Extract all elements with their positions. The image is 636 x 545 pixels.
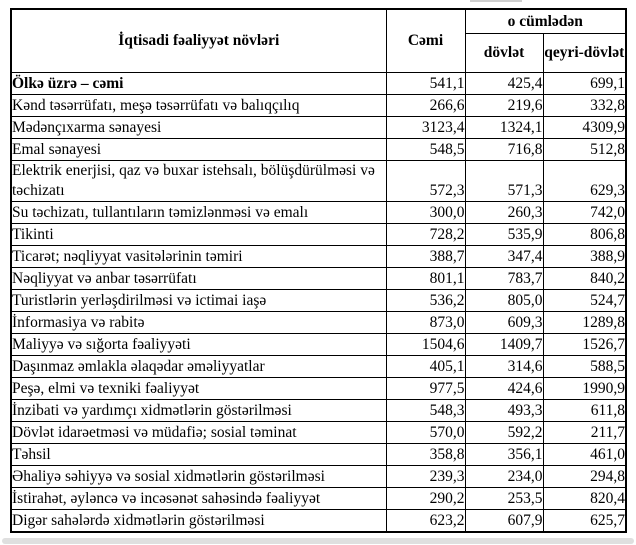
activity-cell: Turistlərin yerləşdirilməsi və ictimai iaşə: [11, 290, 386, 312]
nonstate-cell: 211,7: [543, 422, 626, 444]
state-cell: 219,6: [465, 95, 543, 117]
state-cell: 1324,1: [465, 117, 543, 139]
nonstate-cell: 1526,7: [543, 334, 626, 356]
total-cell: 239,3: [386, 466, 465, 488]
table-row: [11, 224, 626, 246]
table-header: [11, 9, 626, 73]
nonstate-cell: 1990,9: [543, 378, 626, 400]
total-cell: 548,5: [386, 139, 465, 161]
total-cell: 405,1: [386, 356, 465, 378]
table-row: [11, 161, 626, 202]
total-cell: 266,6: [386, 95, 465, 117]
economic-activity-table: [10, 8, 627, 533]
table-row: [11, 510, 626, 533]
total-cell: 873,0: [386, 312, 465, 334]
nonstate-cell: 588,5: [543, 356, 626, 378]
page-edge-artifact: [470, 0, 522, 2]
nonstate-cell: 611,8: [543, 400, 626, 422]
state-cell: 253,5: [465, 488, 543, 510]
state-cell: 356,1: [465, 444, 543, 466]
bottom-scroll-strip: [2, 538, 634, 544]
table-row: [11, 246, 626, 268]
nonstate-cell: 294,8: [543, 466, 626, 488]
table-row: [11, 422, 626, 444]
table-row: [11, 139, 626, 161]
nonstate-cell: 512,8: [543, 139, 626, 161]
table-row: [11, 400, 626, 422]
state-cell: 783,7: [465, 268, 543, 290]
state-cell: 535,9: [465, 224, 543, 246]
activity-cell: Su təchizatı, tullantıların təmizlənməsi və emalı: [11, 202, 386, 224]
col-header-nonstate: qeyri-dövlət: [543, 34, 626, 73]
activity-cell: İstirahət, əyləncə və incəsənət sahəsində fəaliyyət: [11, 488, 386, 510]
state-cell: 425,4: [465, 73, 543, 95]
nonstate-cell: 629,3: [543, 161, 626, 202]
table-row: [11, 488, 626, 510]
nonstate-cell: 806,8: [543, 224, 626, 246]
col-header-total: Cəmi: [386, 9, 465, 73]
total-cell: 388,7: [386, 246, 465, 268]
activity-cell: Təhsil: [11, 444, 386, 466]
table-row: [11, 378, 626, 400]
activity-cell: Maliyyə və sığorta fəaliyyəti: [11, 334, 386, 356]
nonstate-cell: 4309,9: [543, 117, 626, 139]
total-cell: 728,2: [386, 224, 465, 246]
activity-cell: Əhaliyə səhiyyə və sosial xidmətlərin göstərilməsi: [11, 466, 386, 488]
state-cell: 314,6: [465, 356, 543, 378]
state-cell: 424,6: [465, 378, 543, 400]
table-body: [11, 73, 626, 533]
activity-cell: Digər sahələrdə xidmətlərin göstərilməsi: [11, 510, 386, 533]
state-cell: 716,8: [465, 139, 543, 161]
state-cell: 493,3: [465, 400, 543, 422]
nonstate-cell: 388,9: [543, 246, 626, 268]
total-cell: 570,0: [386, 422, 465, 444]
nonstate-cell: 840,2: [543, 268, 626, 290]
total-cell: 623,2: [386, 510, 465, 533]
total-cell: 977,5: [386, 378, 465, 400]
state-cell: 1409,7: [465, 334, 543, 356]
total-cell: 358,8: [386, 444, 465, 466]
state-cell: 260,3: [465, 202, 543, 224]
total-cell: 300,0: [386, 202, 465, 224]
table-row: [11, 268, 626, 290]
total-cell: 541,1: [386, 73, 465, 95]
table-row: [11, 117, 626, 139]
nonstate-cell: 820,4: [543, 488, 626, 510]
state-cell: 609,3: [465, 312, 543, 334]
activity-cell: İnzibati və yardımçı xidmətlərin göstərilməsi: [11, 400, 386, 422]
total-cell: 1504,6: [386, 334, 465, 356]
col-header-including: o cümlədən: [465, 9, 626, 34]
nonstate-cell: 332,8: [543, 95, 626, 117]
activity-cell: Peşə, elmi və texniki fəaliyyət: [11, 378, 386, 400]
total-cell: 548,3: [386, 400, 465, 422]
activity-cell: Nəqliyyat və anbar təsərrüfatı: [11, 268, 386, 290]
nonstate-cell: 524,7: [543, 290, 626, 312]
activity-cell: Elektrik enerjisi, qaz və buxar istehsalı, bölüşdürülməsi və təchizatı: [11, 161, 386, 202]
total-cell: 536,2: [386, 290, 465, 312]
activity-cell: İnformasiya və rabitə: [11, 312, 386, 334]
nonstate-cell: 699,1: [543, 73, 626, 95]
activity-cell: Ticarət; nəqliyyat vasitələrinin təmiri: [11, 246, 386, 268]
activity-cell: Mədənçıxarma sənayesi: [11, 117, 386, 139]
activity-cell: Emal sənayesi: [11, 139, 386, 161]
table-row: [11, 334, 626, 356]
state-cell: 571,3: [465, 161, 543, 202]
state-cell: 592,2: [465, 422, 543, 444]
total-cell: 801,1: [386, 268, 465, 290]
table-row: [11, 95, 626, 117]
activity-cell: Daşınmaz əmlakla əlaqədar əməliyyatlar: [11, 356, 386, 378]
nonstate-cell: 1289,8: [543, 312, 626, 334]
state-cell: 347,4: [465, 246, 543, 268]
nonstate-cell: 742,0: [543, 202, 626, 224]
table-row: [11, 202, 626, 224]
table-row: [11, 466, 626, 488]
col-header-activity: İqtisadi fəaliyyət növləri: [11, 9, 386, 73]
total-cell: 572,3: [386, 161, 465, 202]
total-cell: 290,2: [386, 488, 465, 510]
state-cell: 607,9: [465, 510, 543, 533]
table-row: [11, 444, 626, 466]
nonstate-cell: 461,0: [543, 444, 626, 466]
table-row: [11, 356, 626, 378]
activity-cell: Tikinti: [11, 224, 386, 246]
nonstate-cell: 625,7: [543, 510, 626, 533]
table-row: [11, 312, 626, 334]
activity-cell: Ölkə üzrə – cəmi: [11, 73, 386, 95]
state-cell: 234,0: [465, 466, 543, 488]
table-row: [11, 73, 626, 95]
table-row: [11, 290, 626, 312]
activity-cell: Dövlət idarəetməsi və müdafiə; sosial təminat: [11, 422, 386, 444]
col-header-state: dövlət: [465, 34, 543, 73]
activity-cell: Kənd təsərrüfatı, meşə təsərrüfatı və balıqçılıq: [11, 95, 386, 117]
state-cell: 805,0: [465, 290, 543, 312]
total-cell: 3123,4: [386, 117, 465, 139]
